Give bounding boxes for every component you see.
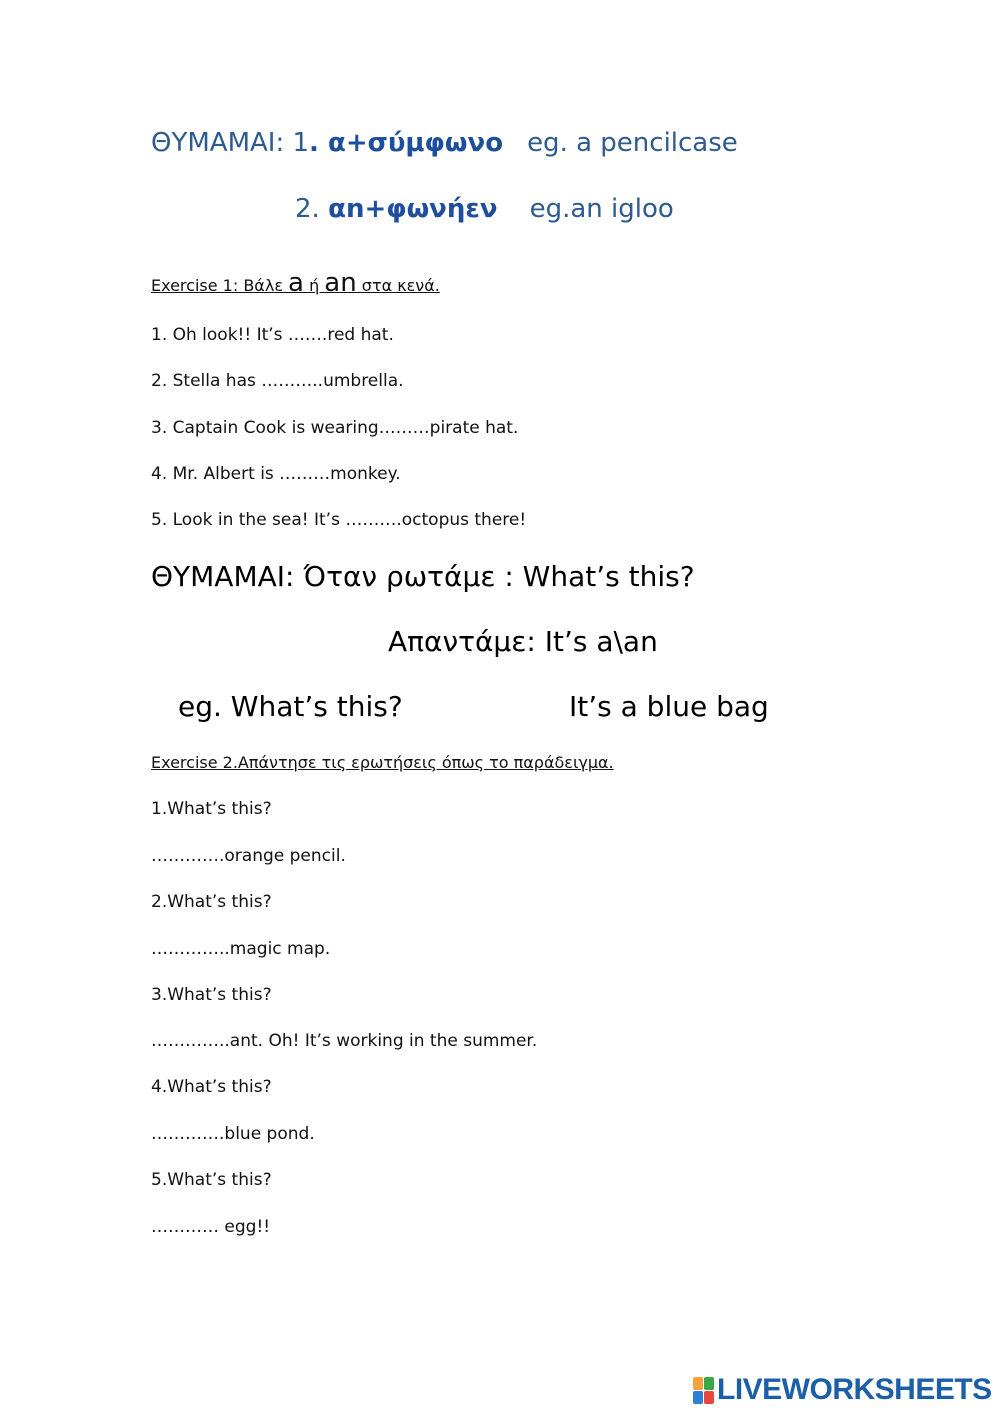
reminder-2-example-answer: It’s a blue bag <box>569 690 769 723</box>
reminder-line-1: ΘΥΜΑΜΑΙ: 1. α+σύμφωνο eg. a pencilcase <box>151 128 738 158</box>
exercise-2-title: Exercise 2.Απάντησε τις ερωτήσεις όπως το παράδειγμα. <box>151 753 614 772</box>
exercise-1-item: 5. Look in the sea! It’s ……….octopus there! <box>151 510 527 530</box>
reminder-2-line-1: ΘΥΜΑΜΑΙ: Όταν ρωτάμε : What’s this? <box>151 560 695 593</box>
reminder-line-2: 2. αn+φωνήεν eg.an igloo <box>295 194 674 224</box>
reminder-2-example-question: eg. What’s this? <box>178 690 403 723</box>
exercise-2-answer: ………… egg!! <box>151 1217 271 1237</box>
exercise-2-question: 5.What’s this? <box>151 1170 272 1190</box>
liveworksheets-logo <box>693 1370 992 1410</box>
exercise-2-answer: …………..magic map. <box>151 939 331 959</box>
exercise-2-answer: ………….orange pencil. <box>151 846 346 866</box>
logo-text: LIVEWORKSHEETS <box>717 1373 992 1406</box>
exercise-2-question: 4.What’s this? <box>151 1077 272 1097</box>
exercise-1-item: 1. Oh look!! It’s …….red hat. <box>151 325 394 345</box>
liveworksheets-icon <box>693 1377 713 1403</box>
exercise-1-item: 4. Mr. Albert is ………monkey. <box>151 464 401 484</box>
exercise-2-question: 1.What’s this? <box>151 799 272 819</box>
exercise-2-question: 2.What’s this? <box>151 892 272 912</box>
exercise-2-question: 3.What’s this? <box>151 985 272 1005</box>
exercise-1-item: 2. Stella has ………..umbrella. <box>151 371 404 391</box>
exercise-2-answer: ………….blue pond. <box>151 1124 315 1144</box>
exercise-1-item: 3. Captain Cook is wearing………pirate hat. <box>151 418 519 438</box>
exercise-1-title: Exercise 1: Βάλε a ή an στα κενά. <box>151 268 440 298</box>
reminder-2-line-2: Απαντάμε: It’s a\an <box>388 625 658 658</box>
exercise-2-answer: …………..ant. Oh! It’s working in the summer. <box>151 1031 538 1051</box>
